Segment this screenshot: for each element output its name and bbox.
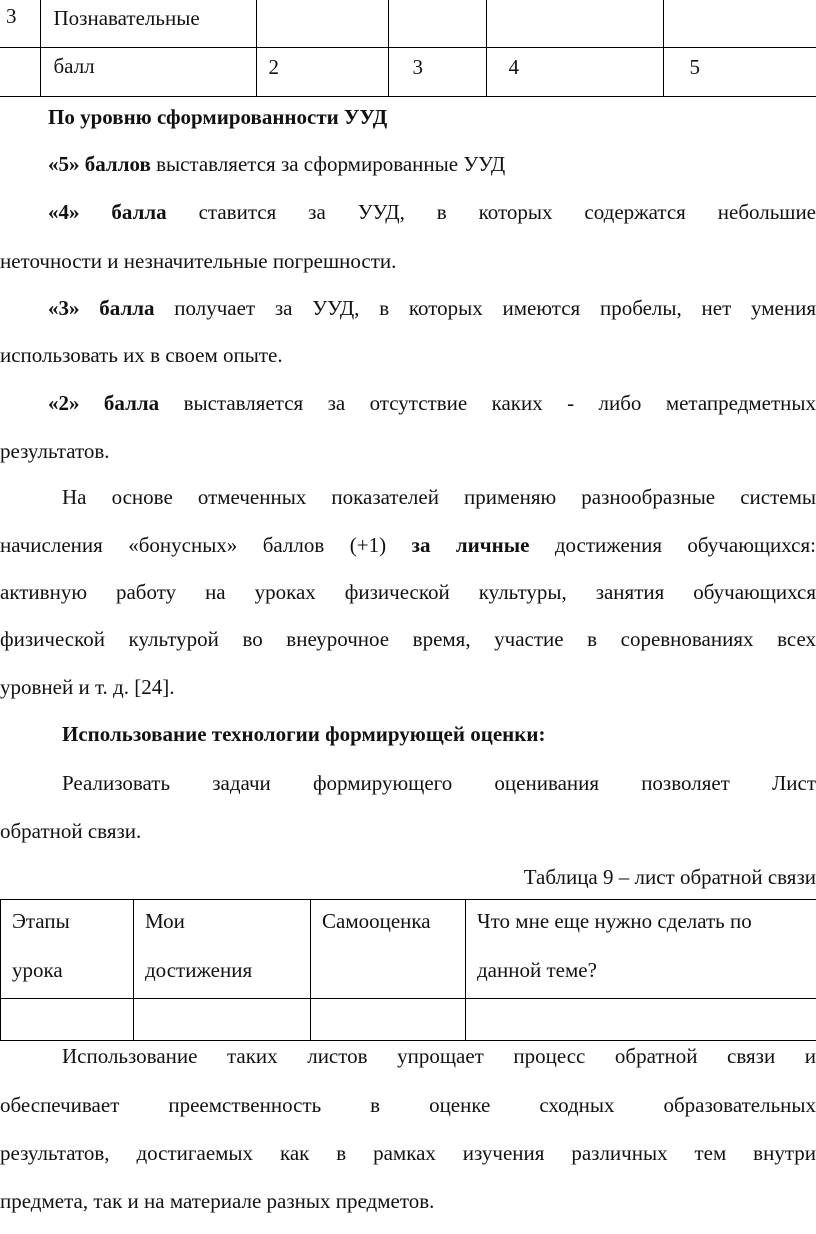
criteria-table [0,0,816,97]
table-cell [40,0,256,48]
row-label: балл [53,54,95,78]
bonus-paragraph-line: активную работу на уроках физической культуры, занятия обучающихся [0,580,816,604]
bonus-paragraph-line: уровней и т. д. [24]. [0,675,175,699]
criterion-4: «4» балла ставится за УУД, в которых содержатся небольшие [48,200,816,224]
table-header-cell [1,900,134,999]
criterion-2-cont: результатов. [0,439,110,463]
table-cell [0,48,40,97]
table-cell [388,0,486,48]
table-cell [466,999,816,1041]
tech-paragraph-line: Реализовать задачи формирующего оценивания позволяет Лист [62,771,816,795]
table-header-cell [311,900,466,999]
criterion-4-cont: неточности и незначительные погрешности. [0,249,397,273]
closing-paragraph-line: Использование таких листов упрощает процесс обратной связи и [62,1044,816,1068]
table-row [0,0,816,48]
bonus-paragraph-line: физической культурой во внеурочное время, участие в соревнованиях всех [0,627,816,651]
table-cell [1,999,134,1041]
section-heading: По уровню сформированности УУД [48,105,388,129]
row-label: Познавательные [53,6,200,30]
table-header-row [1,900,816,999]
header-line: Этапы [12,909,70,933]
table-header-cell [466,900,816,999]
table-cell [40,48,256,97]
table-cell [388,48,486,97]
criterion-3-cont: использовать их в своем опыте. [0,343,283,367]
feedback-table [0,899,816,1041]
criterion-5: «5» баллов выставляется за сформированные УУД [48,152,506,176]
row-number: 3 [6,4,17,28]
table-cell [663,0,816,48]
header-line: достижения [145,958,253,982]
bonus-paragraph-line: начисления «бонусных» баллов (+1) за личные достижения обучающихся: [0,533,816,557]
score-value: 3 [412,55,423,79]
criterion-3: «3» балла получает за УУД, в которых имеются пробелы, нет умения [48,296,816,320]
table-cell [256,0,388,48]
closing-paragraph-line: предмета, так и на материале разных предметов. [0,1189,435,1213]
section-heading: Использование технологии формирующей оценки: [62,722,546,746]
header-line: Самооценка [322,909,431,933]
header-line: Мои [145,909,185,933]
header-line: данной теме? [477,958,597,982]
tech-paragraph-line: обратной связи. [0,819,142,843]
table-cell [311,999,466,1041]
table-row [1,999,816,1041]
criterion-2: «2» балла выставляется за отсутствие каких - либо метапредметных [48,391,816,415]
closing-paragraph-line: результатов, достигаемых как в рамках изучения различных тем внутри [0,1141,816,1165]
table-cell [256,48,388,97]
table-cell [134,999,311,1041]
table-caption: Таблица 9 – лист обратной связи [523,865,816,889]
table-row [0,48,816,97]
header-line: Что мне еще нужно сделать по [477,909,752,933]
table-header-cell [134,900,311,999]
score-value: 5 [689,55,700,79]
bonus-paragraph-line: На основе отмеченных показателей применяю разнообразные системы [62,485,816,509]
score-value: 4 [508,55,519,79]
table-cell [486,48,663,97]
score-value: 2 [268,55,279,79]
closing-paragraph-line: обеспечивает преемственность в оценке сходных образовательных [0,1093,816,1117]
table-cell [0,0,40,48]
table-cell [663,48,816,97]
header-line: урока [12,958,63,982]
table-cell [486,0,663,48]
